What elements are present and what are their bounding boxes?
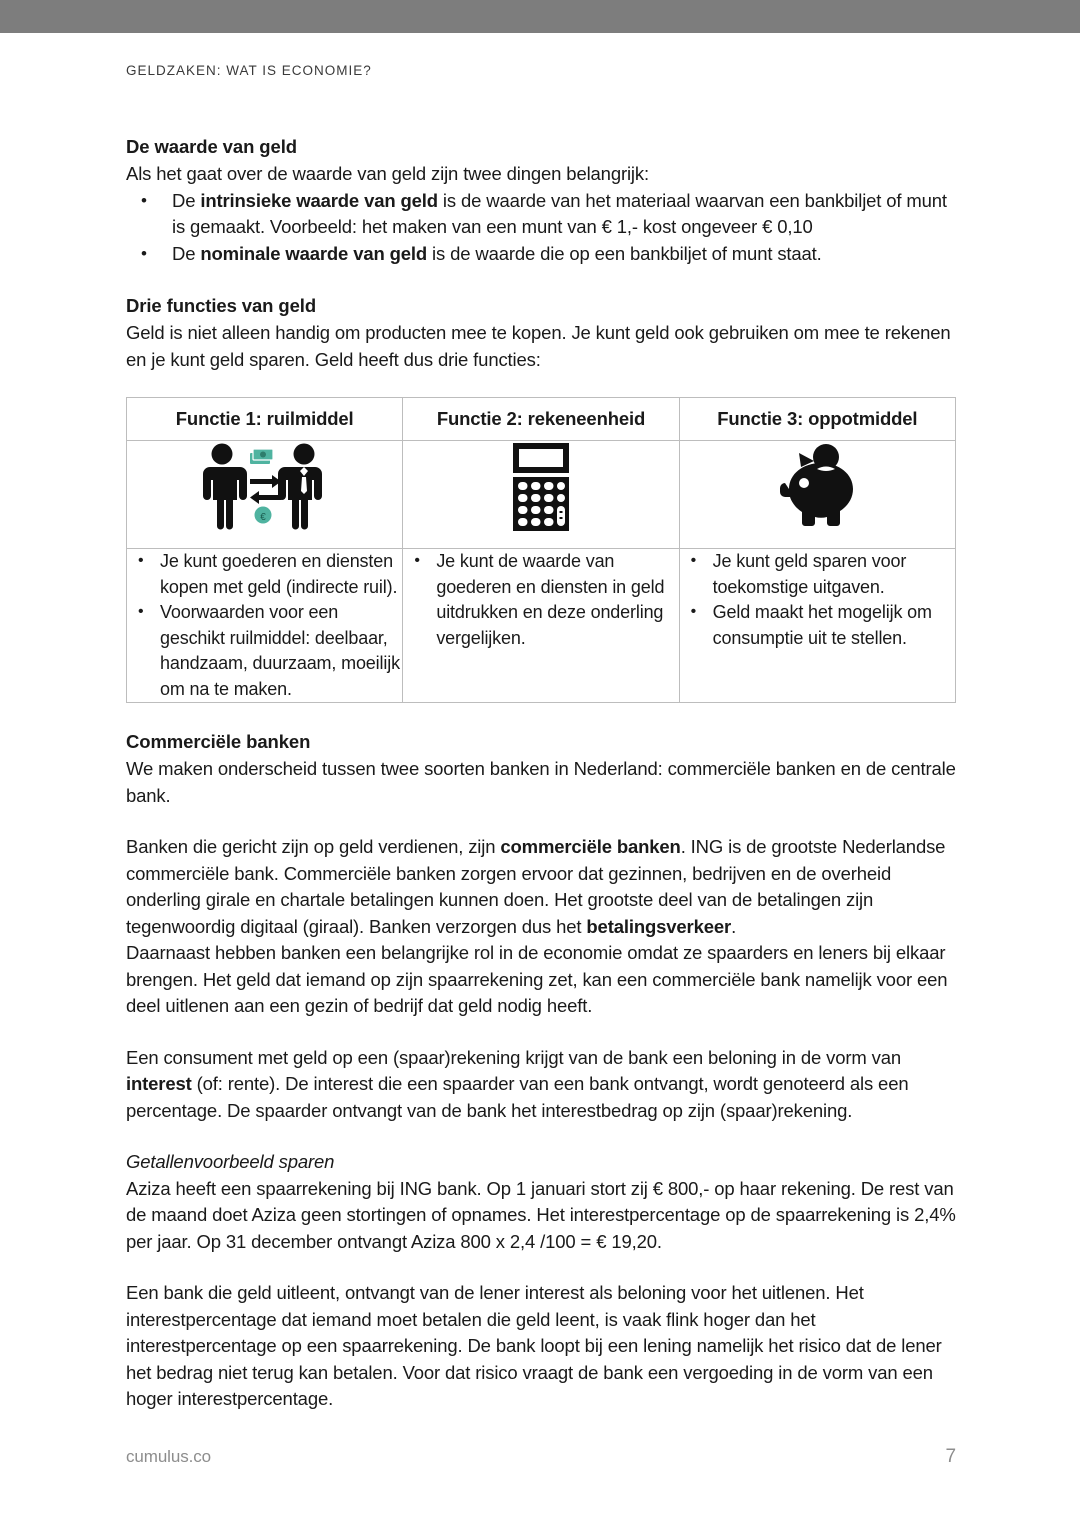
text-fragment: .: [731, 915, 737, 937]
heading-drie-functies-van-geld: Drie functies van geld: [126, 295, 317, 316]
list-item: • Je kunt goederen en diensten kopen met geld (indirecte ruil).: [127, 549, 402, 600]
list-waarde-van-geld: [126, 188, 956, 268]
bullet-lead: De: [172, 189, 201, 211]
table-cell-rekeneenheid-text: [403, 549, 679, 703]
cell-bullet-list: [680, 549, 955, 651]
heading-getallenvoorbeeld-sparen: Getallenvoorbeeld sparen: [126, 1151, 335, 1172]
table-cell-oppotmiddel-text: [679, 549, 955, 703]
list-item: [126, 241, 956, 268]
bullet-bold-term: intrinsieke waarde van geld: [200, 189, 438, 211]
bold-term-interest: interest: [126, 1073, 192, 1094]
spacer: [126, 1255, 956, 1280]
bold-term-betalingsverkeer: betalingsverkeer: [586, 915, 732, 937]
top-gray-bar: [0, 0, 1080, 33]
table-header-functie-2: Functie 2: rekeneenheid: [403, 398, 679, 441]
icon-cell-oppotmiddel: [679, 441, 955, 549]
heading-de-waarde-van-geld: De waarde van geld: [126, 136, 297, 157]
heading-commerciele-banken: Commerciële banken: [126, 731, 311, 752]
table-icon-row: [127, 441, 956, 549]
spacer: [126, 267, 956, 293]
running-head: GELDZAKEN: WAT IS ECONOMIE?: [126, 63, 372, 78]
spacer: [126, 1124, 956, 1149]
icon-cell-ruilmiddel: [127, 441, 403, 549]
document-page: [0, 33, 1080, 1528]
table-text-row: [127, 549, 956, 703]
footer-page-number: 7: [945, 1446, 956, 1467]
bullet-lead: De: [172, 242, 201, 264]
text-fragment: Een consument met geld op een (spaar)rekening krijgt van de bank een beloning in de vorm van: [126, 1046, 901, 1068]
list-item: [126, 188, 956, 241]
text-fragment: . ING is de grootste Nederlandse commerciële bank. Commerciële banken zorgen ervoor dat gezinnen, bedrijven en de overheid onderling girale en chartale betalingen kunnen doen. Het grootste deel van de betalingen zijn tegenwoordig digitaal (giraal). Banken verzorgen dus het: [126, 836, 946, 937]
list-item: • Je kunt de waarde van goederen en diensten in geld uitdrukken en deze onderling vergelijken.: [403, 549, 678, 651]
text-fragment: Banken die gericht zijn op geld verdienen, zijn: [126, 836, 501, 857]
spacer: [126, 703, 956, 729]
table-header-row: [127, 398, 956, 441]
paragraph-banken-4: [126, 1045, 956, 1125]
list-item: • Je kunt geld sparen voor toekomstige uitgaven.: [680, 549, 955, 600]
bullet-bold-term: nominale waarde van geld: [200, 242, 428, 264]
paragraph-banken-2: [126, 834, 956, 940]
cell-bullet-list: [127, 549, 402, 702]
exchange-people-money-icon: [200, 441, 330, 533]
paragraph-waarde-intro: Als het gaat over de waarde van geld zijn twee dingen belangrijk:: [126, 163, 649, 184]
piggy-bank-icon: [767, 441, 867, 533]
paragraph-getallenvoorbeeld: Aziza heeft een spaarrekening bij ING bank. Op 1 januari stort zij € 800,- op haar rekening. De rest van de maand doet Aziza geen stortingen of opnames. Het interestpercentage op de spaarrekening is 2,4% per jaar. Op 31 december ontvangt Aziza 800 x 2,4 /100 = € 19,20.: [126, 1177, 956, 1252]
page-content: [126, 63, 956, 1413]
footer-site-name: cumulus.co: [126, 1447, 211, 1466]
icon-cell-rekeneenheid: [403, 441, 679, 549]
page-footer: [126, 1446, 956, 1468]
cell-bullet-list: [403, 549, 678, 651]
table-header-functie-1: Functie 1: ruilmiddel: [127, 398, 403, 441]
paragraph-functies-intro: Geld is niet alleen handig om producten mee te kopen. Je kunt geld ook gebruiken om mee te rekenen en je kunt geld sparen. Geld heeft dus drie functies:: [126, 322, 951, 370]
list-item: • Geld maakt het mogelijk om consumptie uit te stellen.: [680, 600, 955, 651]
paragraph-banken-1: We maken onderscheid tussen twee soorten banken in Nederland: commerciële banken en de centrale bank.: [126, 758, 956, 806]
bold-term-commerciele-banken: commerciële banken: [500, 836, 681, 857]
functies-van-geld-table: [126, 397, 956, 703]
table-cell-ruilmiddel-text: [127, 549, 403, 703]
bullet-rest: is de waarde die op een bankbiljet of munt staat.: [427, 242, 822, 264]
list-item: • Voorwaarden voor een geschikt ruilmiddel: deelbaar, handzaam, duurzaam, moeilijk om na te maken.: [127, 600, 402, 702]
paragraph-banken-3: Daarnaast hebben banken een belangrijke rol in de economie omdat ze spaarders en leners bij elkaar brengen. Het geld dat iemand op zijn spaarrekening zet, kan een commerciële bank namelijk voor een deel uitlenen aan een gezin of bedrijf dat geld nodig heeft.: [126, 942, 948, 1016]
calculator-icon: [505, 441, 577, 533]
text-fragment: (of: rente). De interest die een spaarder van een bank ontvangt, wordt genoteerd als een percentage. De spaarder ontvangt van de bank het interestbedrag op zijn (spaar)rekening.: [126, 1073, 909, 1121]
bullet-rest: is de waarde van het materiaal waarvan een bankbiljet of munt is gemaakt. Voorbeeld: het maken van een munt van € 1,- kost ongeveer € 0,10: [172, 189, 947, 237]
table-header-functie-3: Functie 3: oppotmiddel: [679, 398, 955, 441]
paragraph-lenen: Een bank die geld uitleent, ontvangt van de lener interest als beloning voor het uitlenen. Het interestpercentage dat iemand moet betalen die geld leent, is vaak flink hoger dan het interestpercentage op een spaarrekening. De bank loopt bij een lening namelijk het risico dat de lener het bedrag niet terug kan betalen. Voor dat risico vraagt de bank een vergoeding in de vorm van een hoger interestpercentage.: [126, 1282, 942, 1409]
svg-text:€: €: [259, 512, 266, 523]
